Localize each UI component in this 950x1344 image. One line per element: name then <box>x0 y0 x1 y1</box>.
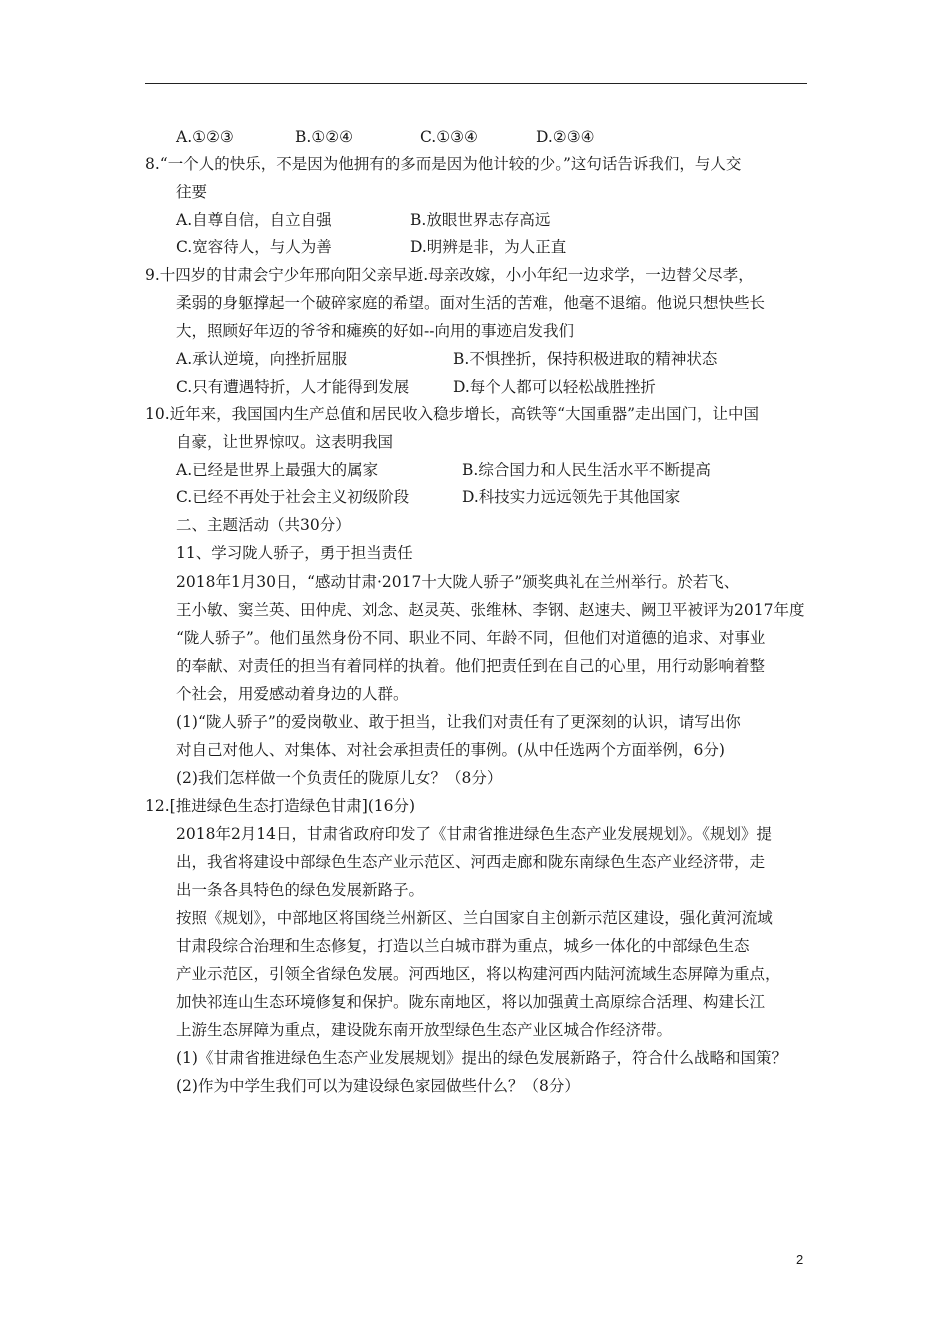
q12-material-line: 按照《规划》，中部地区将国绕兰州新区、兰白国家自主创新示范区建设，强化黄河流域 <box>176 909 773 927</box>
header-rule <box>145 83 807 84</box>
q12-sub2: (2)作为中学生我们可以为建设绿色家园做些什么？（8分） <box>176 1077 580 1095</box>
q11-material-line: “陇人骄子”。他们虽然身份不同、职业不同、年龄不同，但他们对道德的追求、对事业 <box>176 629 766 647</box>
q9-stem-line1: 9.十四岁的甘肃会宁少年邢向阳父亲早逝.母亲改嫁，小小年纪一边求学，一边替父尽孝， <box>145 266 754 284</box>
q9-stem-line2: 柔弱的身躯撑起一个破碎家庭的希望。面对生活的苦难，他毫不退缩。他说只想快些长 <box>176 294 766 312</box>
q7-option-c: C.①③④ <box>420 128 478 146</box>
q12-material-line: 出一条各具特色的绿色发展新路子。 <box>176 881 425 899</box>
q8-option-d: D.明辨是非，为人正直 <box>410 238 567 256</box>
q12-material-line: 上游生态屏障为重点，建设陇东南开放型绿色生态产业区城合作经济带。 <box>176 1021 673 1039</box>
q8-option-a: A.自尊自信，自立自强 <box>176 211 332 229</box>
q11-sub1-line2: 对自己对他人、对集体、对社会承担责任的事例。(从中任选两个方面举例，6分) <box>176 741 725 759</box>
q7-option-a: A.①②③ <box>176 128 234 146</box>
q12-sub1: (1)《甘肃省推进绿色生态产业发展规划》提出的绿色发展新路子，符合什么战略和国策？ <box>176 1049 787 1067</box>
q10-option-a: A.已经是世界上最强大的属家 <box>176 461 379 479</box>
q12-material-line: 出，我省将建设中部绿色生态产业示范区、河西走廊和陇东南绿色生态产业经济带，走 <box>176 853 766 871</box>
q9-option-b: B.不惧挫折，保持积极进取的精神状态 <box>453 350 718 368</box>
q9-option-a: A.承认逆境，向挫折屈服 <box>176 350 348 368</box>
q11-material-line: 2018年1月30日，“感动甘肃·2017十大陇人骄子”颁奖典礼在兰州举行。於若飞、 <box>176 573 740 591</box>
q12-material-line: 加快祁连山生态环境修复和保护。陇东南地区，将以加强黄土高原综合活理、构建长江 <box>176 993 766 1011</box>
q12-material-line: 2018年2月14日，甘肃省政府印发了《甘肃省推进绿色生态产业发展规划》。《规划》提 <box>176 825 773 843</box>
q12-material-line: 甘肃段综合治理和生态修复，打造以兰白城市群为重点，城乡一体化的中部绿色生态 <box>176 937 750 955</box>
q9-option-d: D.每个人都可以轻松战胜挫折 <box>453 378 656 396</box>
q12-material-line: 产业示范区，引领全省绿色发展。河西地区，将以构建河西内陆河流域生态屏障为重点， <box>176 965 781 983</box>
q10-stem-line1: 10.近年来，我国国内生产总值和居民收入稳步增长，高铁等“大国重器”走出国门，让中国 <box>145 405 760 423</box>
q10-option-c: C.已经不再处于社会主义初级阶段 <box>176 488 410 506</box>
q10-option-b: B.综合国力和人民生活水平不断提高 <box>462 461 711 479</box>
q9-stem-line3: 大，照顾好年迈的爷爷和瘫痪的好如--向用的事迹启发我们 <box>176 322 574 340</box>
q9-option-c: C.只有遭遇特折，人才能得到发展 <box>176 378 410 396</box>
page-number: 2 <box>796 1252 804 1267</box>
q8-option-c: C.宽容待人，与人为善 <box>176 238 332 256</box>
q11-material-line: 王小敏、窦兰英、田仲虎、刘念、赵灵英、张维林、李钢、赵速夫、阙卫平被评为2017年度 <box>176 601 805 619</box>
q10-stem-line2: 自豪，让世界惊叹。这表明我国 <box>176 433 394 451</box>
q8-option-b: B.放眼世界志存高远 <box>410 211 551 229</box>
q7-option-b: B.①②④ <box>295 128 354 146</box>
q11-sub1-line1: (1)“陇人骄子”的爱岗敬业、敢于担当，让我们对责任有了更深刻的认识，请写出你 <box>176 713 741 731</box>
q11-sub2: (2)我们怎样做一个负责任的陇原儿女？（8分） <box>176 769 503 787</box>
q8-stem-line2: 往要 <box>176 183 208 201</box>
q7-option-d: D.②③④ <box>536 128 595 146</box>
section-heading: 二、主题活动（共30分） <box>176 516 351 534</box>
q12-title: 12.[推进绿色生态打造绿色甘肃](16分) <box>145 797 416 815</box>
q11-material-line: 的奉献、对责任的担当有着同样的执着。他们把责任到在自己的心里，用行动影响着整 <box>176 657 766 675</box>
q11-title: 11、学习陇人骄子，勇于担当责任 <box>176 544 413 562</box>
q10-option-d: D.科技实力远远领先于其他国家 <box>462 488 681 506</box>
q11-material-line: 个社会，用爱感动着身边的人群。 <box>176 685 409 703</box>
q8-stem-line1: 8.“一个人的快乐，不是因为他拥有的多而是因为他计较的少。”这句话告诉我们，与人交 <box>145 155 742 173</box>
